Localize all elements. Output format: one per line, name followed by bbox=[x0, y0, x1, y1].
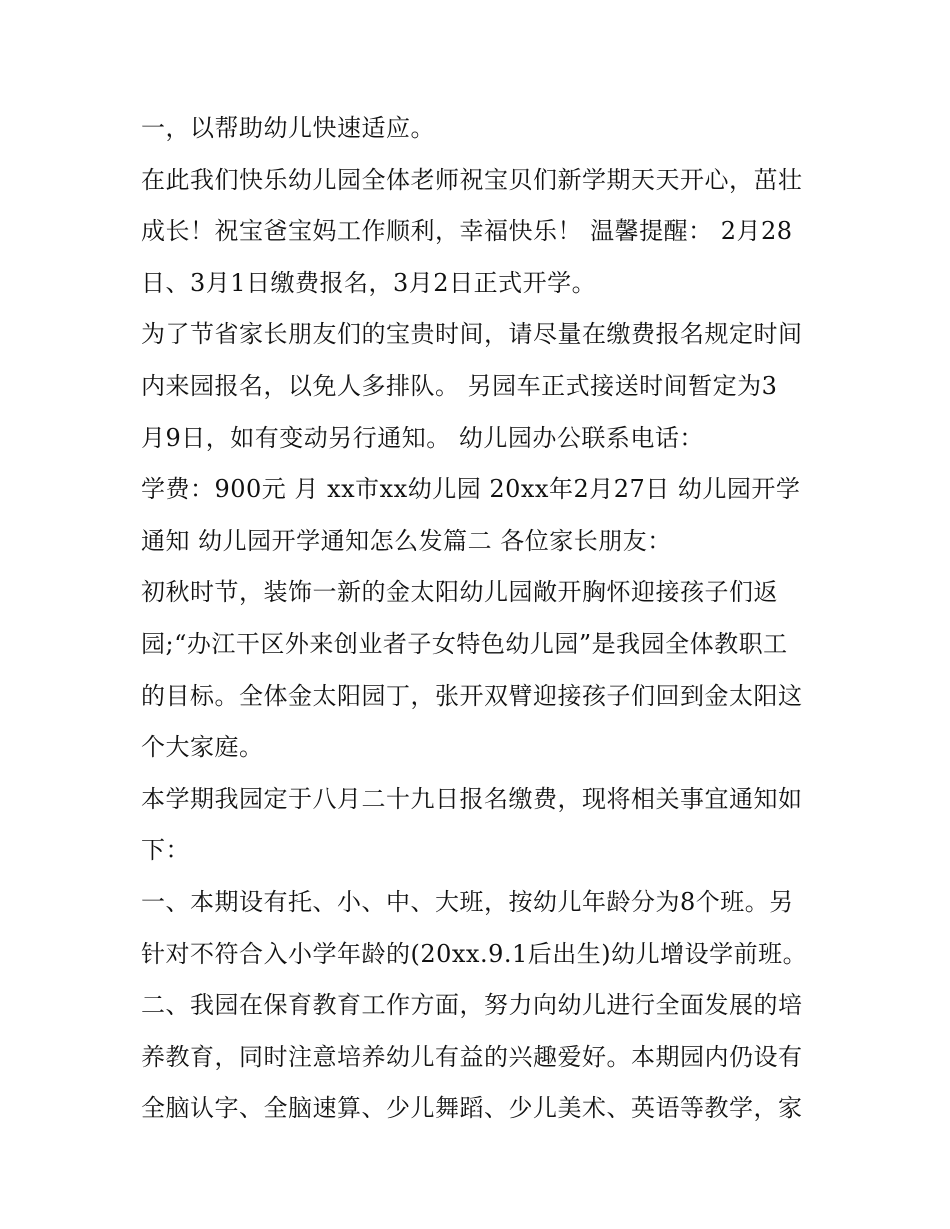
text-line: 在此我们快乐幼儿园全体老师祝宝贝们新学期天天开心，茁壮 bbox=[141, 165, 803, 194]
text-line: 日、3月1日缴费报名，3月2日正式开学。 bbox=[141, 268, 597, 297]
text-line: 一，以帮助幼儿快速适应。 bbox=[141, 114, 435, 142]
text-line: 个大家庭。 bbox=[141, 733, 264, 762]
text-line: 月9日，如有变动另行通知。 幼儿园办公联系电话： bbox=[141, 423, 704, 452]
text-line: 学费：900元 月 xx市xx幼儿园 20xx年2月27日 幼儿园开学 bbox=[141, 475, 801, 504]
text-line: 内来园报名，以免人多排队。 另园车正式接送时间暂定为3 bbox=[141, 371, 778, 400]
text-line: 初秋时节，装饰一新的金太阳幼儿园敞开胸怀迎接孩子们返 bbox=[141, 578, 778, 607]
document-body bbox=[141, 103, 813, 1135]
text-line: 二、我园在保育教育工作方面，努力向幼儿进行全面发展的培 bbox=[141, 991, 803, 1020]
text-line: 成长！祝宝爸宝妈工作顺利，幸福快乐！ 温馨提醒： 2月28 bbox=[141, 217, 793, 246]
text-line: 养教育，同时注意培养幼儿有益的兴趣爱好。本期园内仍设有 bbox=[141, 1042, 803, 1071]
text-line: 通知 幼儿园开学通知怎么发篇二 各位家长朋友： bbox=[141, 526, 672, 555]
text-line: 针对不符合入小学年龄的(20xx.9.1后出生)幼儿增设学前班。 bbox=[141, 939, 808, 968]
text-line: 一、本期设有托、小、中、大班，按幼儿年龄分为8个班。另 bbox=[141, 887, 794, 916]
text-line: 为了节省家长朋友们的宝贵时间，请尽量在缴费报名规定时间 bbox=[141, 320, 803, 349]
text-line: 下： bbox=[141, 836, 190, 865]
text-line: 全脑认字、全脑速算、少儿舞蹈、少儿美术、英语等教学，家 bbox=[141, 1094, 803, 1123]
text-line: 本学期我园定于八月二十九日报名缴费，现将相关事宜通知如 bbox=[141, 784, 803, 813]
text-line: 园;“办江干区外来创业者子女特色幼儿园”是我园全体教职工 bbox=[141, 629, 788, 658]
text-line: 的目标。全体金太阳园丁，张开双臂迎接孩子们回到金太阳这 bbox=[141, 681, 803, 710]
